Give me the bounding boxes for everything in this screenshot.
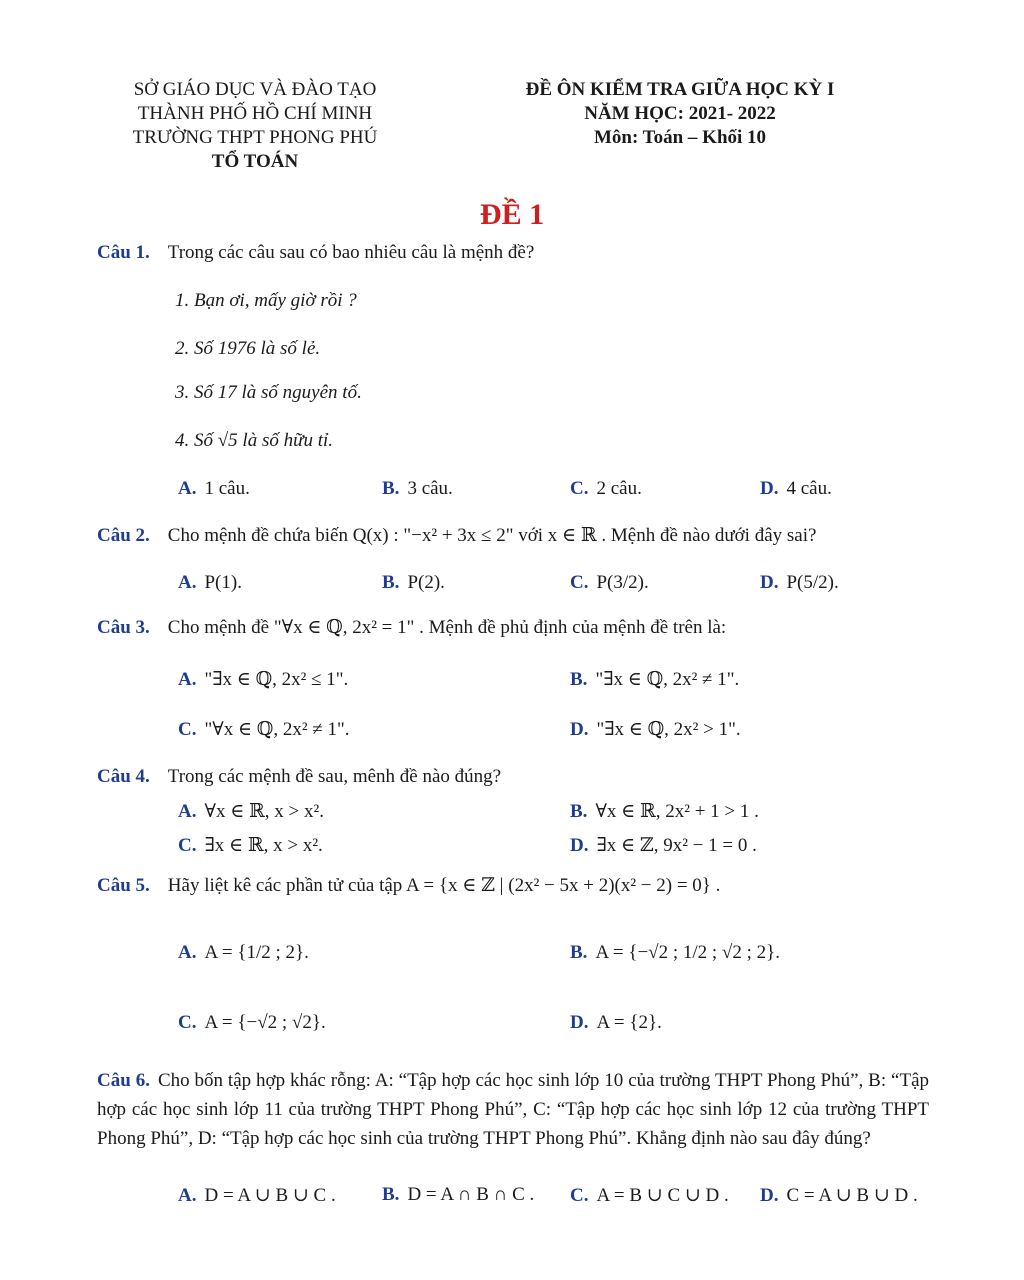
question-text: Cho mệnh đề "∀x ∈ ℚ, 2x² = 1" . Mệnh đề phủ định của mệnh đề trên là: [167,617,727,638]
question-3 [97,616,726,639]
header-right [500,78,860,150]
question-text: Cho mệnh đề chứa biến Q(x) : "−x² + 3x ≤ 2" với x ∈ ℝ . Mệnh đề nào dưới đây sai? [167,525,817,546]
q3-option-b[interactable]: B. "∃x ∈ ℚ, 2x² ≠ 1". [570,669,740,690]
question-number: Câu 6. [97,1070,150,1091]
q2-option-b[interactable]: B. P(2). [382,572,445,593]
question-4 [97,766,501,788]
question-text: Hãy liệt kê các phần tử của tập A = {x ∈ ℤ | (2x² − 5x + 2)(x² − 2) = 0} . [167,875,721,896]
question-number: Câu 1. [97,242,150,263]
question-2 [97,524,816,547]
school-year: NĂM HỌC: 2021- 2022 [584,103,776,124]
exam-name: ĐỀ ÔN KIỂM TRA GIỮA HỌC KỲ I [525,79,835,100]
q6-option-c[interactable]: C. A = B ∪ C ∪ D . [570,1185,729,1206]
subject-grade: Môn: Toán – Khối 10 [593,127,767,148]
exam-title: ĐỀ 1 [479,198,545,231]
q1-option-d[interactable]: D. 4 câu. [760,478,832,499]
statement-1: 1. Bạn ơi, mấy giờ rồi ? [175,290,357,311]
q5-option-a[interactable]: A. A = {1/2 ; 2}. [178,942,309,963]
q4-option-c[interactable]: C. ∃x ∈ ℝ, x > x². [178,835,323,856]
q4-option-d[interactable]: D. ∃x ∈ ℤ, 9x² − 1 = 0 . [570,835,757,856]
city-name: THÀNH PHỐ HỒ CHÍ MINH [137,103,373,124]
header-left [100,78,410,174]
q5-option-b[interactable]: B. A = {−√2 ; 1/2 ; √2 ; 2}. [570,942,781,963]
q6-option-d[interactable]: D. C = A ∪ B ∪ D . [760,1185,918,1206]
school-name: TRƯỜNG THPT PHONG PHÚ [132,127,378,148]
q1-option-b[interactable]: B. 3 câu. [382,478,453,499]
q2-option-d[interactable]: D. P(5/2). [760,572,839,593]
q3-option-d[interactable]: D. "∃x ∈ ℚ, 2x² > 1". [570,719,741,740]
q5-option-c[interactable]: C. A = {−√2 ; √2}. [178,1012,326,1033]
statement-3: 3. Số 17 là số nguyên tố. [175,382,362,403]
q2-option-c[interactable]: C. P(3/2). [570,572,649,593]
question-text: Cho bốn tập hợp khác rỗng: A: “Tập hợp các học sinh lớp 10 của trường THPT Phong Phú”, B: “Tập hợp các học sinh lớp 11 của trường THPT Phong Phú”, C: “Tập hợp các học sinh lớp 12 của trường THPT Phong Phú”, D: “Tập hợp các học sinh của trường THPT Phong Phú”. Khẳng định nào sau đây đúng? [97,1070,929,1149]
q3-option-c[interactable]: C. "∀x ∈ ℚ, 2x² ≠ 1". [178,719,350,740]
q2-option-a[interactable]: A. P(1). [178,572,242,593]
question-text: Trong các câu sau có bao nhiêu câu là mệnh đề? [167,242,535,263]
q4-option-b[interactable]: B. ∀x ∈ ℝ, 2x² + 1 > 1 . [570,801,759,822]
q5-option-d[interactable]: D. A = {2}. [570,1012,662,1033]
question-text: Trong các mệnh đề sau, mênh đề nào đúng? [167,766,502,787]
q1-option-c[interactable]: C. 2 câu. [570,478,642,499]
question-number: Câu 3. [97,617,150,638]
statement-2: 2. Số 1976 là số lẻ. [175,338,321,359]
question-number: Câu 4. [97,766,150,787]
question-number: Câu 2. [97,525,150,546]
q3-option-a[interactable]: A. "∃x ∈ ℚ, 2x² ≤ 1". [178,669,349,690]
department-name: SỞ GIÁO DỤC VÀ ĐÀO TẠO [133,79,377,100]
q6-option-a[interactable]: A. D = A ∪ B ∪ C . [178,1185,336,1206]
q6-option-b[interactable]: B. D = A ∩ B ∩ C . [382,1184,535,1205]
question-1 [97,242,534,264]
question-number: Câu 5. [97,875,150,896]
statement-4: 4. Số √5 là số hữu tỉ. [175,430,334,451]
group-name: TỔ TOÁN [211,151,299,172]
q1-option-a[interactable]: A. 1 câu. [178,478,250,499]
question-5 [97,874,720,897]
question-6 [97,1066,929,1153]
q4-option-a[interactable]: A. ∀x ∈ ℝ, x > x². [178,801,324,822]
